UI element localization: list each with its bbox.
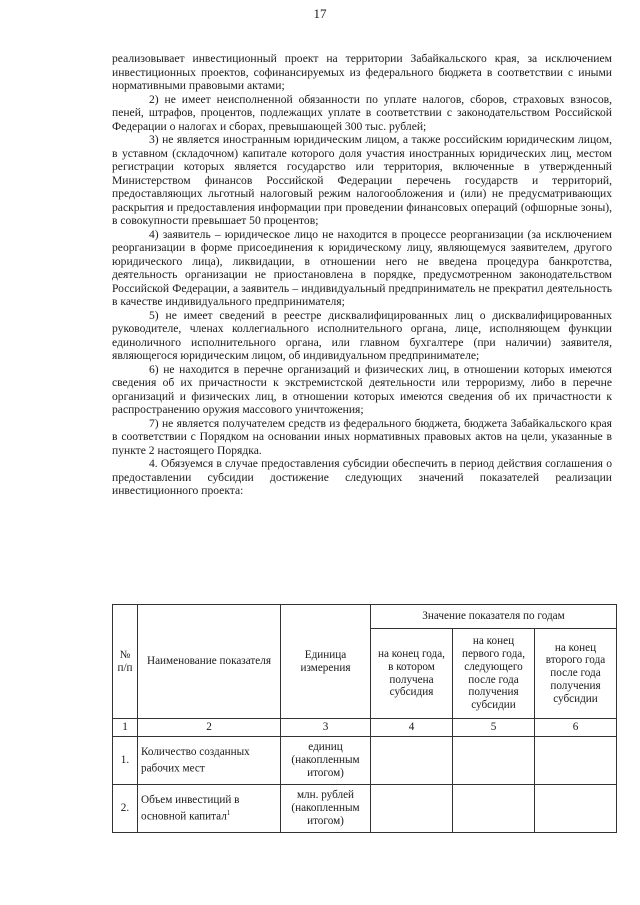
header-name: Наименование показателя [138, 605, 281, 719]
paragraph-item-4: 4) заявитель – юридическое лицо не находится в процессе реорганизации (за исключением реорганизации в форме присоединения к юридическому лицу, являющемуся заявителем, другого юридического лица), ликвидации, в отношении него не введена процедура банкротства, деятельность организации не приостановлена в порядке, предусмотренном законодательством Российской Федерации, а заявитель – индивидуальный предприниматель не прекратил деятельность в качестве индивидуального предпринимателя; [112, 227, 612, 308]
paragraph-item-5: 5) не имеет сведений в реестре дисквалифицированных лиц о дисквалифицированных руководителе, членах коллегиального исполнительного органа, лице, исполняющем функции единоличного исполнительного органа, или главном бухгалтере (при наличии) заявителя, являющегося юридическим лицом, об индивидуальном предпринимателе; [112, 308, 612, 362]
row-num: 1. [113, 737, 138, 785]
col-number: 3 [281, 719, 371, 737]
page-number: 17 [313, 6, 327, 21]
paragraph-item-3: 3) не является иностранным юридическим лицом, а также российским юридическим лицом, в уставном (складочном) капитале которого доля участия иностранных юридических лиц, местом регистрации которых является государство или территория, включенные в утвержденный Министерством финансов Российской Федерации перечень государств и территорий, предоставляющих льготный налоговый режим налогообложения и (или) не предусматривающих раскрытия и предоставления информации при проведении финансовых операций (офшорные зоны), в совокупности превышает 50 процентов; [112, 133, 612, 227]
paragraph-item-2: 2) не имеет неисполненной обязанности по уплате налогов, сборов, страховых взносов, пеней, штрафов, процентов, подлежащих уплате в соответствии с законодательством Российской Федерации о налогах и сборах, превышающей 300 тыс. рублей; [112, 92, 612, 133]
header-year1: на конец первого года, следующего после года получения субсидии [453, 629, 535, 719]
row-value-year2 [535, 785, 617, 833]
row-num: 2. [113, 785, 138, 833]
row-value-year0 [371, 785, 453, 833]
body-text [112, 52, 612, 498]
header-num: № п/п [113, 605, 138, 719]
col-number: 4 [371, 719, 453, 737]
row-value-year0 [371, 737, 453, 785]
paragraph-continuation: реализовывает инвестиционный проект на территории Забайкальского края, за исключением инвестиционных проектов, софинансируемых из федерального бюджета в соответствии с иными нормативными правовыми актами; [112, 52, 612, 92]
row-unit: млн. рублей (накопленным итогом) [281, 785, 371, 833]
col-number: 6 [535, 719, 617, 737]
paragraph-item-7: 7) не является получателем средств из федерального бюджета, бюджета Забайкальского края в соответствии с Порядком на основании иных нормативных правовых актов на цели, указанные в пункте 2 настоящего Порядка. [112, 416, 612, 457]
paragraph-item-6: 6) не находится в перечне организаций и физических лиц, в отношении которых имеются сведения об их причастности к экстремистской деятельности или терроризму, либо в перечне организаций и физических лиц, в отношении которых имеются сведения об их причастности к распространению оружия массового уничтожения; [112, 362, 612, 416]
row-value-year1 [453, 785, 535, 833]
header-year2: на конец второго года после года получения субсидии [535, 629, 617, 719]
col-number: 5 [453, 719, 535, 737]
table-row [113, 785, 617, 833]
header-group: Значение показателя по годам [371, 605, 617, 629]
indicators-table [112, 604, 617, 833]
footnote-mark: 1 [226, 808, 231, 817]
header-year0: на конец года, в котором получена субсидия [371, 629, 453, 719]
row-value-year1 [453, 737, 535, 785]
col-number: 2 [138, 719, 281, 737]
row-unit: единиц (накопленным итогом) [281, 737, 371, 785]
row-name [138, 737, 281, 785]
table-row [113, 737, 617, 785]
row-name-text: Объем инвестиций в основной капитал [141, 793, 240, 823]
row-value-year2 [535, 737, 617, 785]
row-name [138, 785, 281, 833]
row-name-text: Количество созданных рабочих мест [141, 745, 250, 775]
header-unit: Единица измерения [281, 605, 371, 719]
col-number: 1 [113, 719, 138, 737]
paragraph-section-4: 4. Обязуемся в случае предоставления субсидии обеспечить в период действия соглашения о предоставлении субсидии достижение следующих значений показателей реализации инвестиционного проекта: [112, 457, 612, 497]
